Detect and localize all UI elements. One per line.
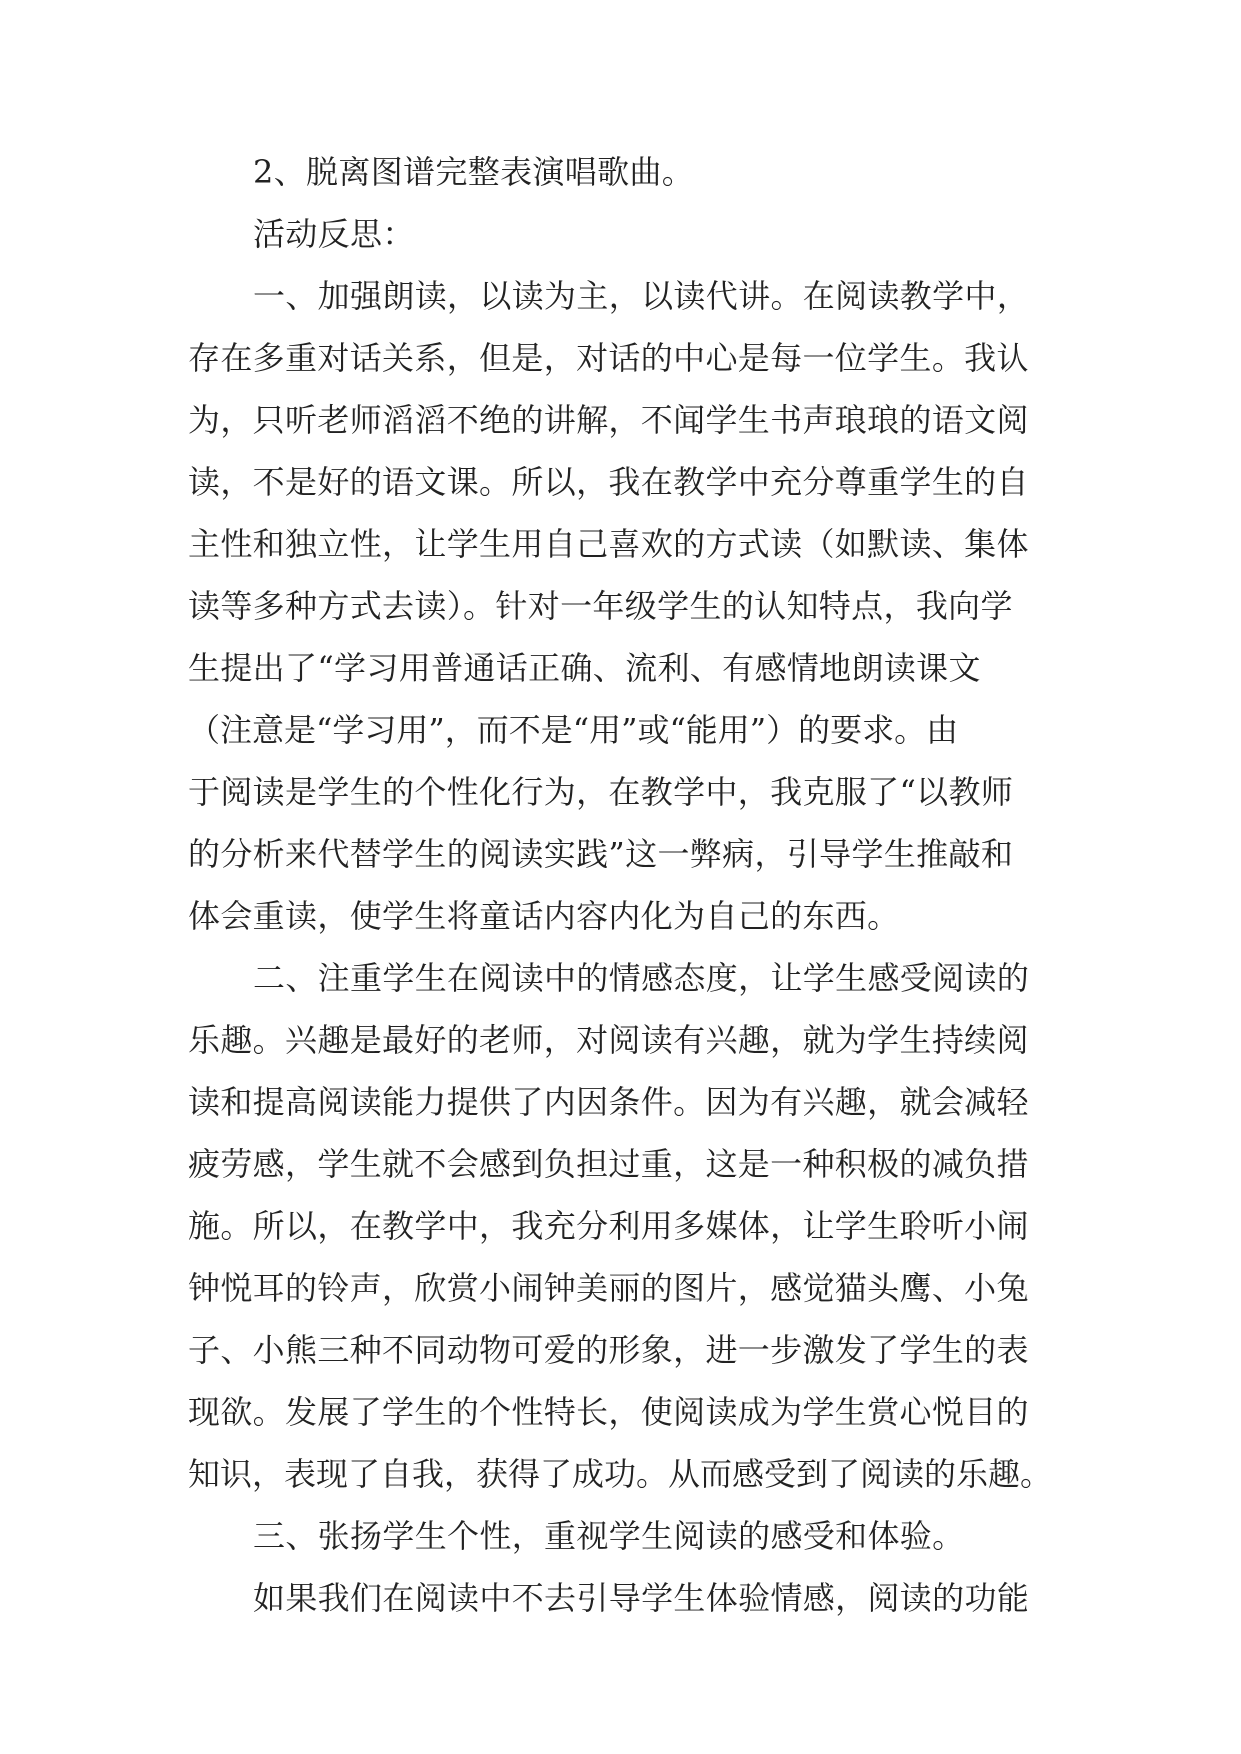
text-line: 疲劳感，学生就不会感到负担过重，这是一种积极的减负措 (188, 1145, 1029, 1183)
text-line: 子、小熊三种不同动物可爱的形象，进一步激发了学生的表 (188, 1331, 1029, 1369)
text-line: 如果我们在阅读中不去引导学生体验情感，阅读的功能 (253, 1579, 1030, 1617)
text-line: 存在多重对话关系，但是，对话的中心是每一位学生。我认 (188, 339, 1029, 377)
text-line: 一、加强朗读，以读为主，以读代讲。在阅读教学中， (253, 277, 1030, 315)
text-line: （注意是“学习用”，而不是“用”或“能用”）的要求。由 (188, 711, 959, 749)
text-line: 施。所以，在教学中，我充分利用多媒体，让学生聆听小闹 (188, 1207, 1029, 1245)
text-line: 于阅读是学生的个性化行为，在教学中，我克服了“以教师 (188, 773, 1014, 811)
text-line: 三、张扬学生个性，重视学生阅读的感受和体验。 (253, 1517, 965, 1555)
text-line: 体会重读，使学生将童话内容内化为自己的东西。 (188, 897, 900, 935)
text-line: 乐趣。兴趣是最好的老师，对阅读有兴趣，就为学生持续阅 (188, 1021, 1029, 1059)
text-line: 生提出了“学习用普通话正确、流利、有感情地朗读课文 (188, 649, 981, 687)
text-line: 读等多种方式去读）。针对一年级学生的认知特点，我向学 (188, 587, 1013, 625)
text-line: 二、注重学生在阅读中的情感态度，让学生感受阅读的 (253, 959, 1030, 997)
text-line: 为，只听老师滔滔不绝的讲解，不闻学生书声琅琅的语文阅 (188, 401, 1029, 439)
text-line: 钟悦耳的铃声，欣赏小闹钟美丽的图片，感觉猫头鹰、小兔 (188, 1269, 1029, 1307)
text-line: 的分析来代替学生的阅读实践”这一弊病，引导学生推敲和 (188, 835, 1014, 873)
text-line: 现欲。发展了学生的个性特长，使阅读成为学生赏心悦目的 (188, 1393, 1029, 1431)
text-line: 读，不是好的语文课。所以，我在教学中充分尊重学生的自 (188, 463, 1029, 501)
section-heading: 活动反思： (253, 215, 415, 253)
text-line: 知识，表现了自我，获得了成功。从而感受到了阅读的乐趣。 (188, 1455, 1053, 1493)
text-line: 读和提高阅读能力提供了内因条件。因为有兴趣，就会减轻 (188, 1083, 1029, 1121)
text-line: 主性和独立性，让学生用自己喜欢的方式读（如默读、集体 (188, 525, 1029, 563)
text-line: 2、脱离图谱完整表演唱歌曲。 (253, 153, 695, 191)
